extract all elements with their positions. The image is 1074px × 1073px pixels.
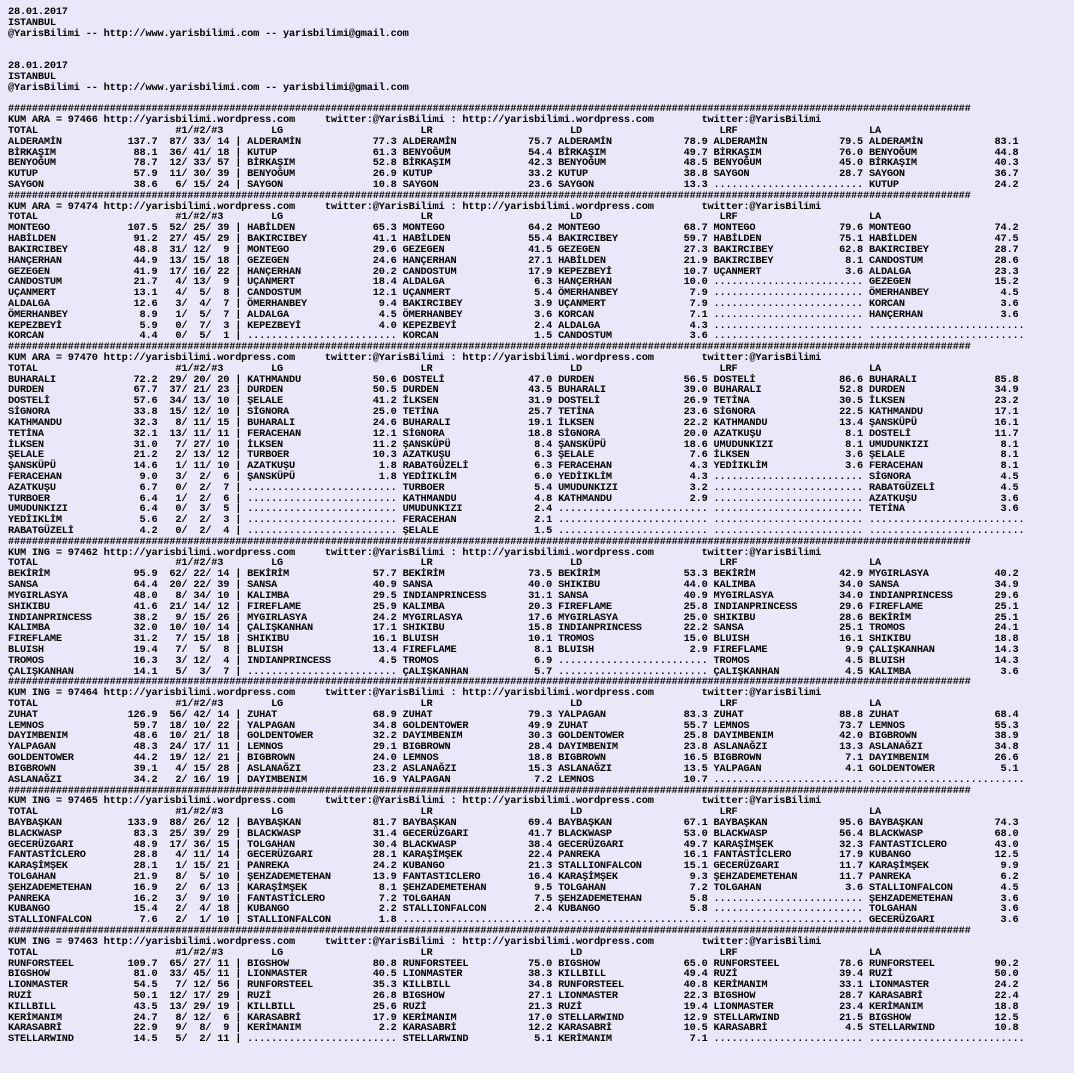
text-line: TOLGAHAN 21.9 8/ 5/ 10 | ŞEHZADEMETEHAN 13.9 FANTASTICLERO 16.4 KARAŞİMŞEK 9.3 ŞEHZADEMETEHAN 11.7 PANREKA 6.2 [8,871,1019,883]
text-line: KARAŞİMŞEK 28.1 1/ 15/ 21 | PANREKA 24.2 KUBANGO 21.3 STALLIONFALCON 15.1 GECERÜZGARI 11.7 KARAŞİMŞEK 9.9 [8,860,1019,873]
text-line: KILLBILL 43.5 13/ 29/ 19 | KILLBILL 25.6 RUZİ 21.3 RUZİ 19.4 LIONMASTER 23.4 KERİMANIM 18.8 [8,1000,1019,1013]
text-line: ################################################################################################################################################################# [8,341,971,354]
text-line: BLUISH 19.4 7/ 5/ 8 | BLUISH 13.4 FIREFLAME 8.1 BLUISH 2.9 FIREFLAME 9.9 ÇALIŞKANHAN 14.3 [8,643,1019,656]
text-line: UMUDUNKIZI 6.4 0/ 3/ 5 | ......................... UMUDUNKIZI 2.4 ......................... ......................... TETİNA 3.6 [8,503,1019,516]
text-line: KORCAN 4.4 0/ 5/ 1 | ......................... KORCAN 1.5 CANDOSTUM 3.6 ......................... .......................... [8,330,1025,343]
text-line: ################################################################################################################################################################# [8,676,971,689]
text-line: BEKİRİM 95.9 62/ 22/ 14 | BEKİRİM 57.7 BEKİRİM 73.5 BEKİRİM 53.3 BEKİRİM 42.9 MYGIRLASYA 40.2 [8,568,1019,581]
text-line: TURBOER 6.4 1/ 2/ 6 | ......................... KATHMANDU 4.8 KATHMANDU 2.9 ......................... AZATKUŞU 3.6 [8,492,1019,505]
text-line: BLACKWASP 83.3 25/ 39/ 29 | BLACKWASP 31.4 GECERÜZGARI 41.7 BLACKWASP 53.0 BLACKWASP 56.4 BLACKWASP 68.0 [8,827,1019,840]
text-line: ZUHAT 126.9 56/ 42/ 14 | ZUHAT 68.9 ZUHAT 79.3 YALPAGAN 83.3 ZUHAT 88.8 ZUHAT 68.4 [8,708,1019,721]
text-line: 28.01.2017 [8,6,68,18]
text-line: ŞEHZADEMETEHAN 16.9 2/ 6/ 13 | KARAŞİMŞEK 8.1 ŞEHZADEMETEHAN 9.5 TOLGAHAN 7.2 TOLGAHAN 3.6 STALLIONFALCON 4.5 [8,881,1019,894]
text-line: AZATKUŞU 6.7 0/ 2/ 7 | ......................... TURBOER 5.4 UMUDUNKIZI 3.2 ......................... RABATGÜZELİ 4.5 [8,481,1019,494]
text-line: ################################################################################################################################################################# [8,189,971,202]
text-line: ################################################################################################################################################################# [8,925,971,938]
text-line: FANTASTİCLERO 28.8 4/ 11/ 14 | GECERÜZGARI 28.1 KARAŞİMŞEK 22.4 PANREKA 16.1 FANTASTİCLERO 17.9 KUBANGO 12.5 [8,849,1019,862]
text-line: GECERÜZGARI 48.9 17/ 36/ 15 | TOLGAHAN 30.4 BLACKWASP 38.4 GECERÜZGARI 49.7 KARAŞİMŞEK 32.3 FANTASTICLERO 43.0 [8,838,1019,851]
text-line: TOTAL #1/#2/#3 LG LR LD LRF LA [8,698,881,710]
text-line: KEPEZBEYİ 5.9 0/ 7/ 3 | KEPEZBEYİ 4.0 KEPEZBEYİ 2.4 ALDALGA 4.3 ......................... .......................... [8,319,1025,332]
text-line: STALLIONFALCON 7.6 2/ 1/ 10 | STALLIONFALCON 1.8 ......................... ......................... ......................... GECERÜZGARI 3.6 [8,914,1019,927]
text-line: ################################################################################################################################################################# [8,535,971,548]
text-line: BIGSHOW 81.0 33/ 45/ 11 | LIONMASTER 40.5 LIONMASTER 38.3 KILLBILL 49.4 RUZİ 39.4 RUZİ 50.0 [8,968,1019,981]
text-line: ALDALGA 12.6 3/ 4/ 7 | ÖMERHANBEY 9.4 BAKIRCIBEY 3.9 UÇANMERT 7.9 ......................... KORCAN 3.6 [8,297,1019,310]
text-line: KUTUP 57.9 11/ 30/ 39 | BENYOĞUM 26.9 KUTUP 33.2 KUTUP 38.8 SAYGON 28.7 SAYGON 36.7 [8,168,1019,181]
text-line: MONTEGO 107.5 52/ 25/ 39 | HABİLDEN 65.3 MONTEGO 64.2 MONTEGO 68.7 MONTEGO 79.6 MONTEGO 74.2 [8,222,1019,235]
text-line: BAYBAŞKAN 133.9 88/ 26/ 12 | BAYBAŞKAN 81.7 BAYBAŞKAN 69.4 BAYBAŞKAN 67.1 BAYBAŞKAN 95.6 BAYBAŞKAN 74.3 [8,816,1019,829]
text-line: SHIKIBU 41.6 21/ 14/ 12 | FIREFLAME 25.9 KALIMBA 20.3 FIREFLAME 25.8 INDIANPRINCESS 29.6 FIREFLAME 25.1 [8,600,1019,613]
text-line: GEZEGEN 41.9 17/ 16/ 22 | HANÇERHAN 20.2 CANDOSTUM 17.9 KEPEZBEYİ 10.7 UÇANMERT 3.6 ALDALGA 23.3 [8,265,1019,278]
text-line: TOTAL #1/#2/#3 LG LR LD LRF LA [8,557,881,570]
text-line: BIGBROWN 39.1 4/ 15/ 28 | ASLANAĞZI 23.2 ASLANAĞZI 15.3 ASLANAĞZI 13.5 YALPAGAN 4.1 GOLDENTOWER 5.1 [8,762,1019,775]
text-line: FERACEHAN 9.0 3/ 2/ 6 | ŞANSKÜPÜ 1.8 YEDİIKLİM 6.0 YEDİIKLİM 4.3 ......................... SİGNORA 4.5 [8,470,1019,483]
text-line: ASLANAĞZI 34.2 2/ 16/ 19 | DAYIMBENIM 16.9 YALPAGAN 7.2 LEMNOS 10.7 ......................... .......................... [8,773,1025,786]
text-line: LIONMASTER 54.5 7/ 12/ 56 | RUNFORSTEEL 35.3 KILLBILL 34.8 RUNFORSTEEL 40.8 KERİMANIM 33.1 LIONMASTER 24.2 [8,979,1019,992]
text-line: TOTAL #1/#2/#3 LG LR LD LRF LA [8,806,881,819]
text-line: İLKSEN 31.0 7/ 27/ 10 | İLKSEN 11.2 ŞANSKÜPÜ 8.4 ŞANSKÜPÜ 18.6 UMUDUNKIZI 8.1 UMUDUNKIZI 8.1 [8,438,1019,451]
text-line: MYGIRLASYA 48.0 8/ 34/ 10 | KALIMBA 29.5 INDIANPRINCESS 31.1 SANSA 40.9 MYGIRLASYA 34.0 INDIANPRINCESS 29.6 [8,589,1019,602]
text-line: RUZİ 50.1 12/ 17/ 29 | RUZİ 26.8 BIGSHOW 27.1 LIONMASTER 22.3 BIGSHOW 28.7 KARASABRİ 22.4 [8,989,1019,1002]
text-line: SAYGON 38.6 6/ 15/ 24 | SAYGON 10.8 SAYGON 23.6 SAYGON 13.3 ......................... KUTUP 24.2 [8,179,1019,191]
text-line: ÇALIŞKANHAN 14.1 5/ 3/ 7 | ......................... ÇALIŞKANHAN 5.7 ......................... ÇALIŞKANHAN 4.5 KALIMBA 3.6 [8,665,1019,678]
text-line: ÖMERHANBEY 8.9 1/ 5/ 7 | ALDALGA 4.5 ÖMERHANBEY 3.6 KORCAN 7.1 ......................... HANÇERHAN 3.6 [8,308,1019,321]
text-line: INDIANPRINCESS 38.2 9/ 15/ 26 | MYGIRLASYA 24.2 MYGIRLASYA 17.6 MYGIRLASYA 25.0 SHIKIBU 28.6 BEKİRİM 25.1 [8,611,1019,624]
text-line: KUM ARA = 97466 http://yarisbilimi.wordpress.com twitter:@YarisBilimi : http://yarisbilimi.wordpress.com twitter:@YarisBilimi [8,114,822,127]
text-line: ISTANBUL [8,70,56,83]
text-line: KUM ING = 97462 http://yarisbilimi.wordpress.com twitter:@YarisBilimi : http://yarisbilimi.wordpress.com twitter:@YarisBilimi [8,546,822,559]
text-line: DAYIMBENIM 48.6 10/ 21/ 18 | GOLDENTOWER 32.2 DAYIMBENIM 30.3 GOLDENTOWER 25.8 DAYIMBENIM 42.0 BIGBROWN 38.9 [8,730,1019,743]
text-line: TOTAL #1/#2/#3 LG LR LD LRF LA [8,124,881,137]
text-line: ŞANSKÜPÜ 14.6 1/ 11/ 10 | AZATKUŞU 1.8 RABATGÜZELİ 6.3 FERACEHAN 4.3 YEDİIKLİM 3.6 FERACEHAN 8.1 [8,460,1019,473]
text-line [8,39,1074,50]
text-line: DOSTELİ 57.6 34/ 13/ 10 | ŞELALE 41.2 İLKSEN 31.9 DOSTELİ 26.9 TETİNA 30.5 İLKSEN 23.2 [8,395,1019,408]
text-line: RABATGÜZELİ 4.2 0/ 2/ 4 | ......................... ŞELALE 1.5 ......................... ......................... .......................... [8,525,1025,537]
text-line: ISTANBUL [8,16,56,29]
text-line: KUM ING = 97464 http://yarisbilimi.wordpress.com twitter:@YarisBilimi : http://yarisbilimi.wordpress.com twitter:@YarisBilimi [8,687,822,700]
text-line: KUM ARA = 97474 http://yarisbilimi.wordpress.com twitter:@YarisBilimi : http://yarisbilimi.wordpress.com twitter:@YarisBilimi [8,200,822,213]
text-line: HANÇERHAN 44.9 13/ 15/ 18 | GEZEGEN 24.6 HANÇERHAN 27.1 HABİLDEN 21.9 BAKIRCIBEY 8.1 CANDOSTUM 28.6 [8,254,1019,267]
text-line: KUM ARA = 97470 http://yarisbilimi.wordpress.com twitter:@YarisBilimi : http://yarisbilimi.wordpress.com twitter:@YarisBilimi [8,352,822,364]
text-line: TOTAL #1/#2/#3 LG LR LD LRF LA [8,211,881,224]
text-line: UÇANMERT 13.1 4/ 5/ 8 | CANDOSTUM 12.1 UÇANMERT 5.4 ÖMERHANBEY 7.9 ......................... ÖMERHANBEY 4.5 [8,287,1019,300]
text-line: KARASABRİ 22.9 9/ 8/ 9 | KERİMANIM 2.2 KARASABRİ 12.2 KARASABRİ 10.5 KARASABRİ 4.5 STELLARWIND 10.8 [8,1022,1019,1035]
text-line: ALDERAMİN 137.7 87/ 33/ 14 | ALDERAMİN 77.3 ALDERAMİN 75.7 ALDERAMİN 78.9 ALDERAMİN 79.5 ALDERAMİN 83.1 [8,135,1019,148]
text-line: YEDİIKLİM 5.6 2/ 2/ 3 | ......................... FERACEHAN 2.1 ......................... ......................... .......................... [8,514,1025,527]
text-line: LEMNOS 59.7 18/ 10/ 22 | YALPAGAN 34.8 GOLDENTOWER 49.9 ZUHAT 55.7 LEMNOS 73.7 LEMNOS 55.3 [8,719,1019,732]
text-line: TROMOS 16.3 3/ 12/ 4 | INDIANPRINCESS 4.5 TROMOS 6.9 ......................... TROMOS 4.5 BLUISH 14.3 [8,654,1019,667]
text-line: PANREKA 16.2 3/ 9/ 10 | FANTASTİCLERO 7.2 TOLGAHAN 7.5 ŞEHZADEMETEHAN 5.8 ......................... ŞEHZADEMETEHAN 3.6 [8,892,1019,905]
text-line: ŞELALE 21.2 2/ 13/ 12 | TURBOER 10.3 AZATKUŞU 6.3 ŞELALE 7.6 İLKSEN 3.6 ŞELALE 8.1 [8,449,1019,462]
text-line: RUNFORSTEEL 109.7 65/ 27/ 11 | BIGSHOW 80.8 RUNFORSTEEL 75.0 BIGSHOW 65.0 RUNFORSTEEL 78.6 RUNFORSTEEL 90.2 [8,957,1019,970]
text-line: TOTAL #1/#2/#3 LG LR LD LRF LA [8,362,881,375]
text-line: GOLDENTOWER 44.2 19/ 12/ 21 | BIGBROWN 24.0 LEMNOS 18.8 BIGBROWN 16.5 BIGBROWN 7.1 DAYIMBENIM 26.6 [8,752,1019,765]
text-line: TETİNA 32.1 13/ 11/ 11 | FERACEHAN 12.1 SİGNORA 18.8 SİGNORA 20.0 AZATKUŞU 8.1 DOSTELİ 11.7 [8,427,1019,440]
text-line: BUHARALI 72.2 29/ 20/ 20 | KATHMANDU 50.6 DOSTELİ 47.0 DURDEN 56.5 DOSTELİ 86.6 BUHARALI 85.8 [8,373,1019,386]
text-line: BAKIRCIBEY 48.8 31/ 12/ 9 | MONTEGO 29.6 GEZEGEN 41.5 GEZEGEN 27.3 BAKIRCIBEY 62.8 BAKIRCIBEY 28.7 [8,243,1019,256]
text-line [8,50,1074,61]
text-line: 28.01.2017 [8,60,68,73]
text-line: KUBANGO 15.4 2/ 4/ 18 | KUBANGO 2.2 STALLIONFALCON 2.4 KUBANGO 5.8 ......................... TOLGAHAN 3.6 [8,903,1019,916]
text-line: CANDOSTUM 21.7 4/ 13/ 9 | UÇANMERT 18.4 ALDALGA 6.3 HANÇERHAN 10.0 ......................... GEZEGEN 15.2 [8,276,1019,289]
text-line: YALPAGAN 48.3 24/ 17/ 11 | LEMNOS 29.1 BIGBROWN 28.4 DAYIMBENIM 23.8 ASLANAĞZI 13.3 ASLANAĞZI 34.8 [8,741,1019,754]
text-line: STELLARWIND 14.5 5/ 2/ 11 | ......................... STELLARWIND 5.1 KERİMANIM 7.1 ......................... .......................... [8,1033,1025,1046]
text-line: KUM ING = 97463 http://yarisbilimi.wordpress.com twitter:@YarisBilimi : http://yarisbilimi.wordpress.com twitter:@YarisBilimi [8,935,822,948]
text-line: SİGNORA 33.8 15/ 12/ 10 | SİGNORA 25.0 TETİNA 25.7 TETİNA 23.6 SİGNORA 22.5 KATHMANDU 17.1 [8,406,1019,419]
text-line: KALIMBA 32.0 10/ 10/ 14 | ÇALIŞKANHAN 17.1 SHIKIBU 15.8 INDIANPRINCESS 22.2 SANSA 25.1 TROMOS 24.1 [8,622,1019,635]
text-line: TOTAL #1/#2/#3 LG LR LD LRF LA [8,946,881,959]
text-line: BİRKAŞIM 88.1 36/ 41/ 18 | KUTUP 61.3 BENYOĞUM 54.4 BİRKAŞIM 49.7 BİRKAŞIM 76.0 BENYOĞUM 44.8 [8,146,1019,159]
text-line: ################################################################################################################################################################# [8,784,971,797]
text-line: ################################################################################################################################################################# [8,103,971,116]
text-line: KUM ING = 97465 http://yarisbilimi.wordpress.com twitter:@YarisBilimi : http://yarisbilimi.wordpress.com twitter:@YarisBilimi [8,795,822,808]
text-line: HABİLDEN 91.2 27/ 45/ 29 | BAKIRCIBEY 41.1 HABİLDEN 55.4 BAKIRCIBEY 59.7 HABİLDEN 75.1 HABİLDEN 47.5 [8,233,1019,246]
text-line: DURDEN 67.7 37/ 21/ 23 | DURDEN 50.5 DURDEN 43.5 BUHARALI 39.0 BUHARALI 52.8 DURDEN 34.9 [8,384,1019,397]
text-line: @YarisBilimi -- http://www.yarisbilimi.com -- yarisbilimi@gmail.com [8,27,409,40]
text-line: BENYOĞUM 78.7 12/ 33/ 57 | BİRKAŞIM 52.8 BİRKAŞIM 42.3 BENYOĞUM 48.5 BENYOĞUM 45.0 BİRKAŞIM 40.3 [8,157,1019,170]
text-line: SANSA 64.4 20/ 22/ 39 | SANSA 40.9 SANSA 40.0 SHIKIBU 44.0 KALIMBA 34.0 SANSA 34.9 [8,579,1019,592]
text-line: FIREFLAME 31.2 7/ 15/ 18 | SHIKIBU 16.1 BLUISH 10.1 TROMOS 15.0 BLUISH 16.1 SHIKIBU 18.8 [8,633,1019,646]
text-line: KATHMANDU 32.3 8/ 11/ 15 | BUHARALI 24.6 BUHARALI 19.1 İLKSEN 22.2 KATHMANDU 13.4 ŞANSKÜPÜ 16.1 [8,416,1019,429]
text-line: KERİMANIM 24.7 8/ 12/ 6 | KARASABRİ 17.9 KERİMANIM 17.0 STELLARWIND 12.9 STELLARWIND 21.5 BIGSHOW 12.5 [8,1011,1019,1024]
text-line: @YarisBilimi -- http://www.yarisbilimi.com -- yarisbilimi@gmail.com [8,81,409,94]
